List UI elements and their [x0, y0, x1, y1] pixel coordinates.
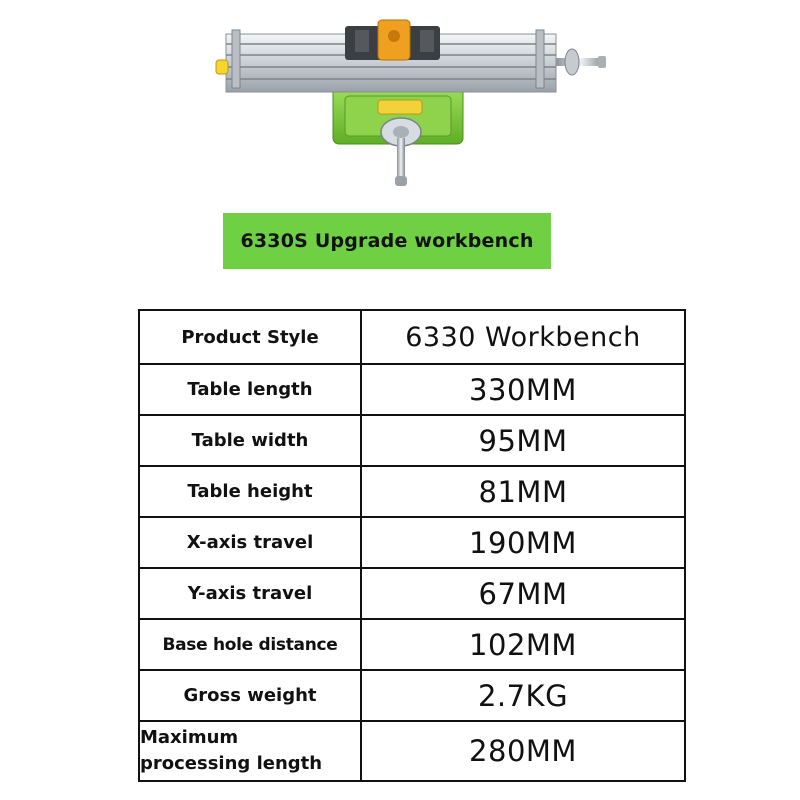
y-axis-handwheel	[381, 118, 421, 186]
table-row	[139, 310, 685, 364]
cross-slide-workbench-icon	[0, 0, 800, 200]
spec-value-max-processing-length: 280MM	[361, 721, 685, 781]
spec-label-max-processing-length	[139, 721, 361, 781]
table-row	[139, 568, 685, 619]
spec-value-y-axis-travel: 67MM	[361, 568, 685, 619]
banner-title: 6330S Upgrade workbench	[240, 230, 534, 252]
spec-label-y-axis-travel: Y-axis travel	[139, 568, 361, 619]
table-row	[139, 415, 685, 466]
spec-label-base-hole-distance: Base hole distance	[139, 619, 361, 670]
table-row	[139, 517, 685, 568]
spec-label-table-width: Table width	[139, 415, 361, 466]
table-row	[139, 364, 685, 415]
spec-value-x-axis-travel: 190MM	[361, 517, 685, 568]
spec-label-gross-weight: Gross weight	[139, 670, 361, 721]
spec-label-product-style: Product Style	[139, 310, 361, 364]
product-title-banner	[223, 213, 551, 269]
table-row	[139, 670, 685, 721]
vise-clamp	[345, 20, 440, 60]
table-row	[139, 721, 685, 781]
spec-value-table-width: 95MM	[361, 415, 685, 466]
spec-label-x-axis-travel: X-axis travel	[139, 517, 361, 568]
spec-value-table-length: 330MM	[361, 364, 685, 415]
spec-label-table-height: Table height	[139, 466, 361, 517]
spec-value-product-style: 6330 Workbench	[361, 310, 685, 364]
spec-label-table-length: Table length	[139, 364, 361, 415]
spec-label-line-2: processing length	[140, 753, 323, 774]
table-row	[139, 619, 685, 670]
x-axis-handwheel	[556, 49, 606, 75]
spec-value-table-height: 81MM	[361, 466, 685, 517]
spec-table	[138, 309, 686, 782]
spec-value-base-hole-distance: 102MM	[361, 619, 685, 670]
table-row	[139, 466, 685, 517]
spec-label-line-1: Maximum	[140, 727, 239, 748]
spec-value-gross-weight: 2.7KG	[361, 670, 685, 721]
